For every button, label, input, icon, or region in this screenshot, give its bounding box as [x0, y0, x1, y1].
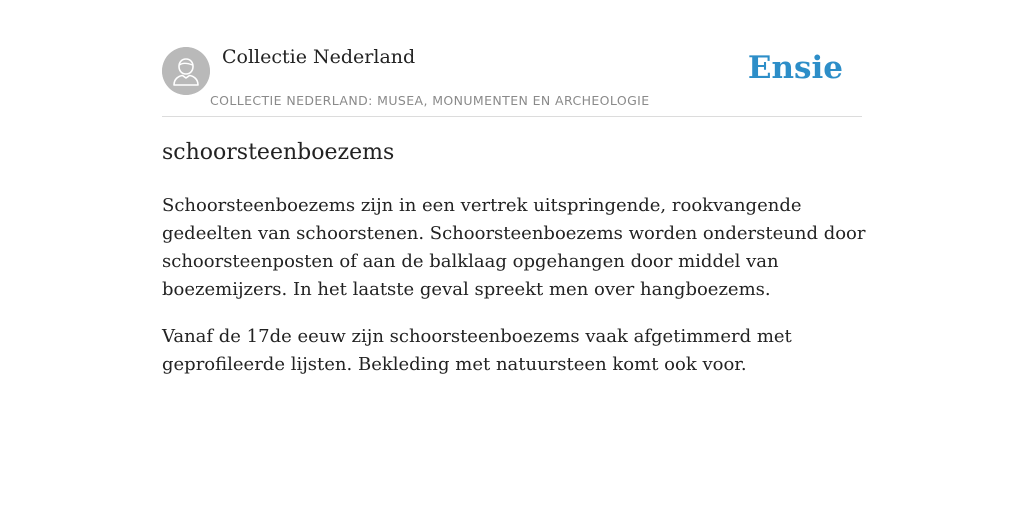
article-title: schoorsteenboezems — [162, 140, 395, 165]
author-avatar[interactable] — [162, 47, 210, 95]
user-avatar-icon — [162, 47, 210, 95]
article-body — [162, 192, 874, 398]
article-header — [162, 40, 862, 117]
author-name[interactable]: Collectie Nederland — [222, 46, 416, 68]
article-paragraph: Schoorsteenboezems zijn in een vertrek uitspringende, rookvangende gedeelten van schoorstenen. Schoorsteenboezems worden ondersteund door schoorsteenposten of aan de balklaag opgehangen door middel van boezemijzers. In het laatste geval spreekt men over hangboezems. — [162, 195, 866, 300]
source-label[interactable]: COLLECTIE NEDERLAND: MUSEA, MONUMENTEN EN ARCHEOLOGIE — [210, 93, 650, 108]
article-paragraph: Vanaf de 17de eeuw zijn schoorsteenboezems vaak afgetimmerd met geprofileerde lijsten. Bekleding met natuursteen komt ook voor. — [162, 326, 792, 375]
brand-logo[interactable]: Ensie — [747, 50, 843, 86]
